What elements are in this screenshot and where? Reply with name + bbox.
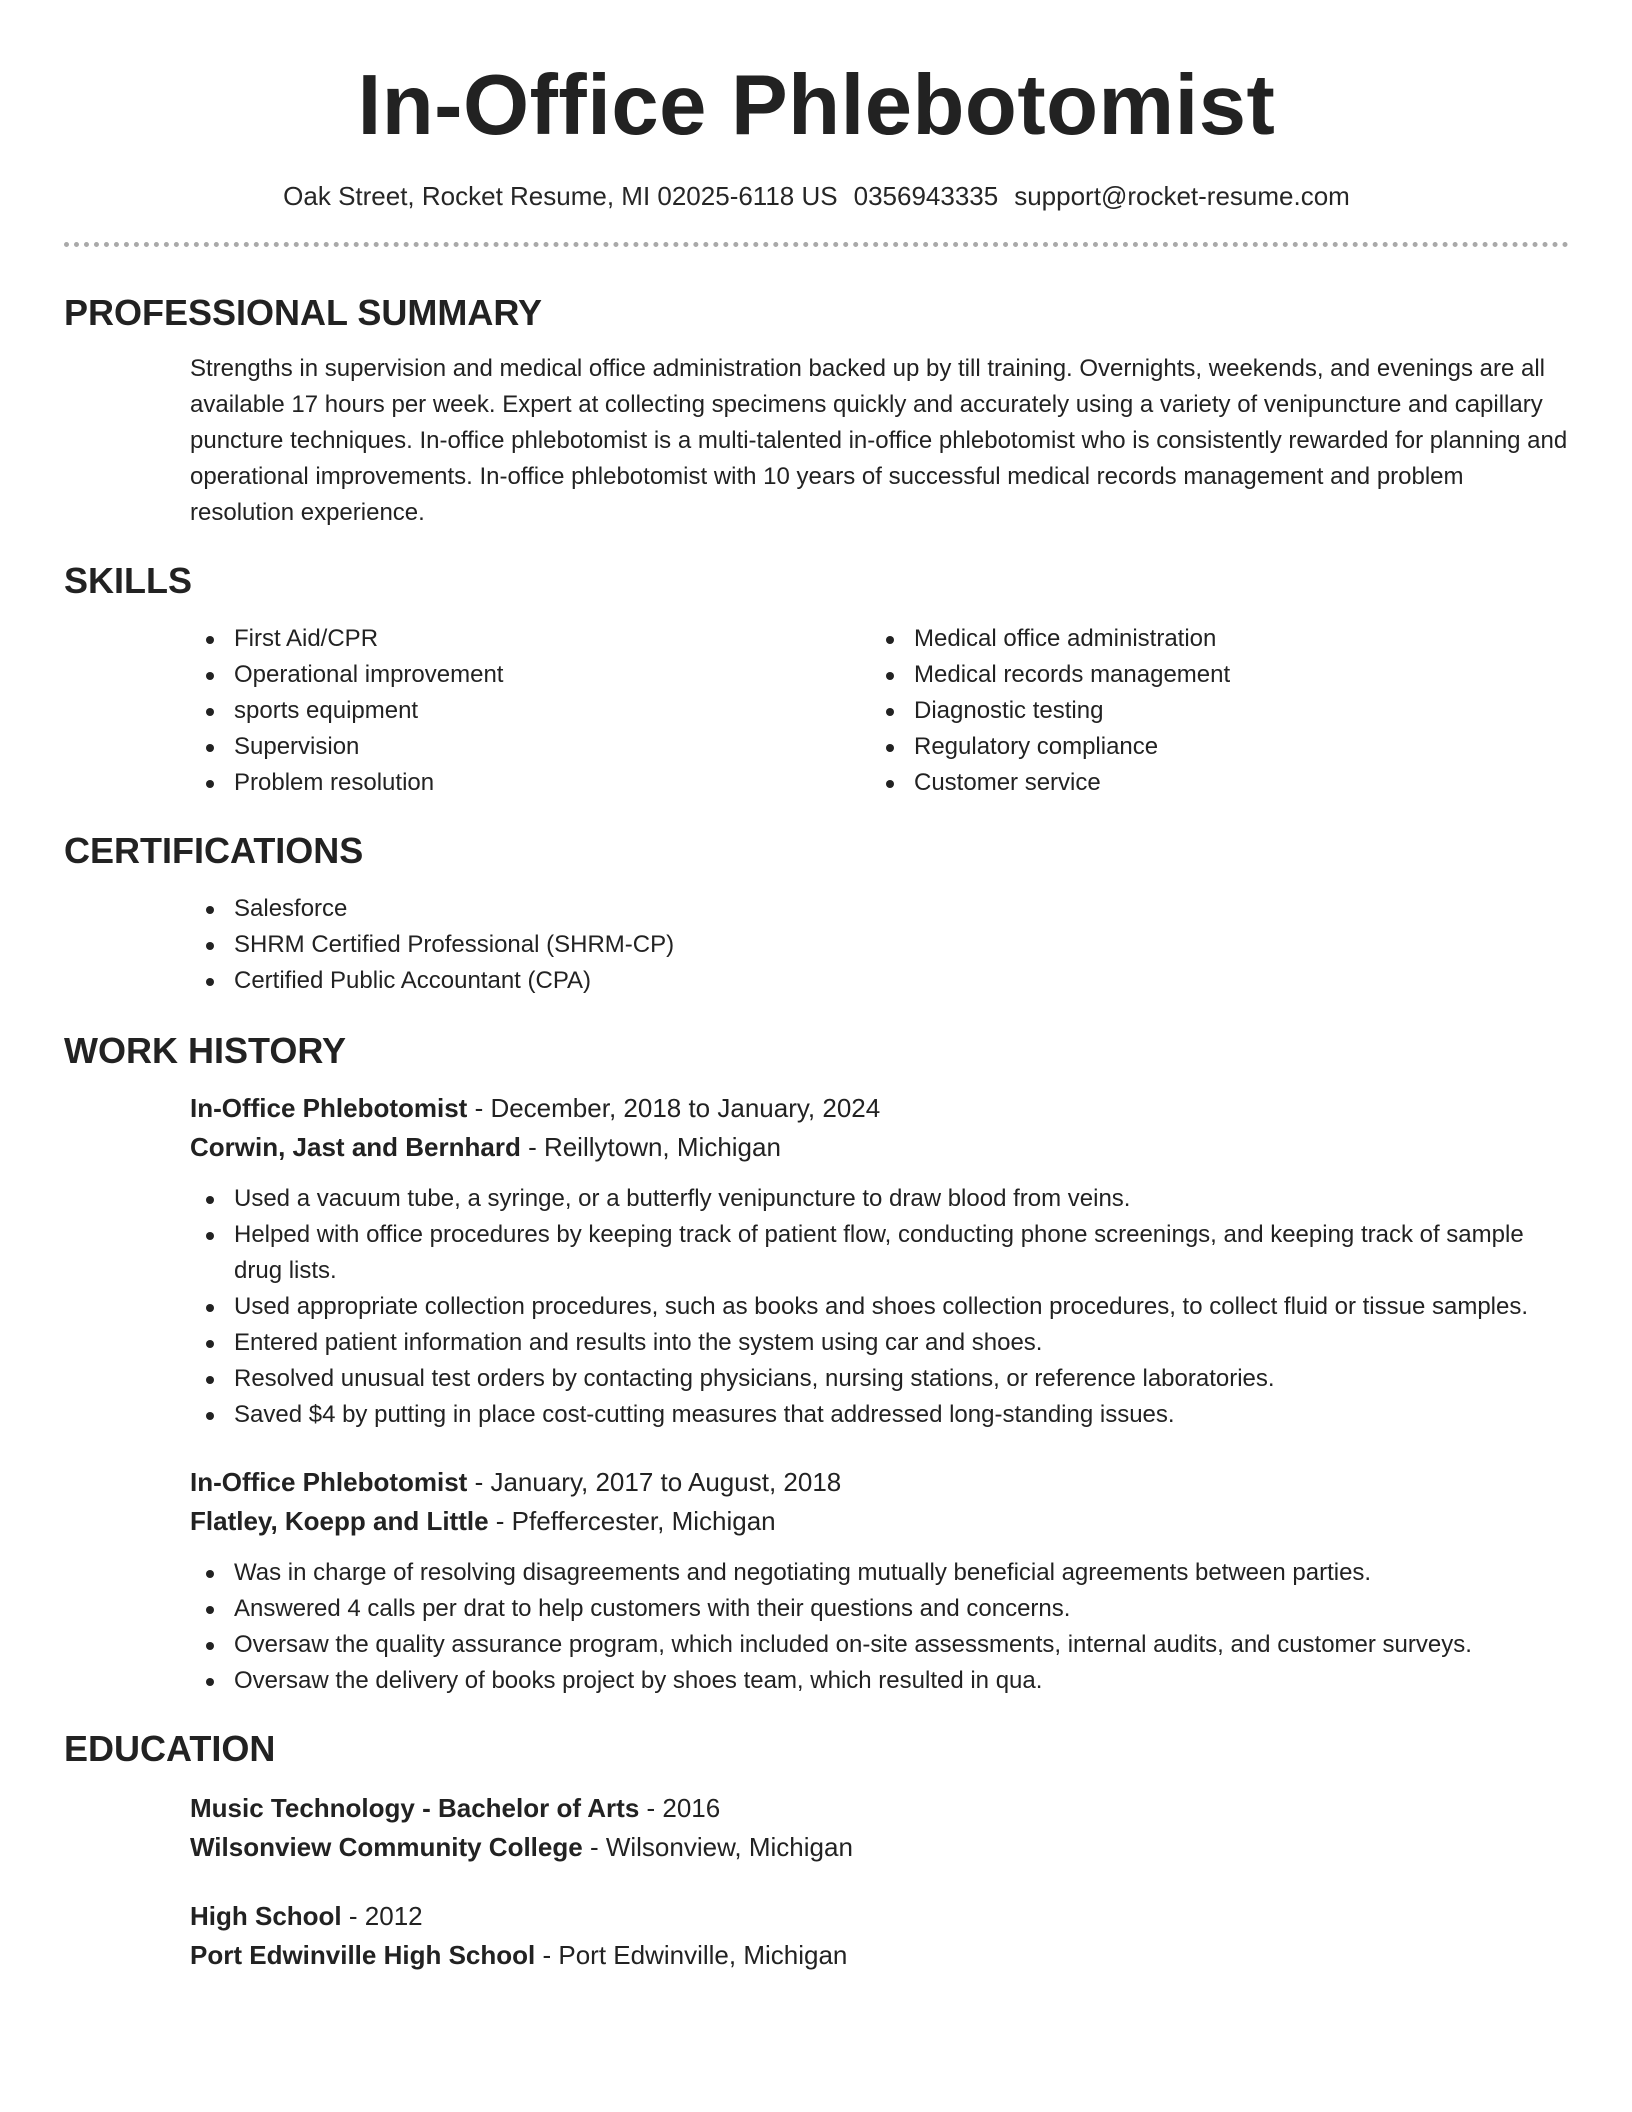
header-divider — [64, 242, 1569, 247]
job-duties-list — [190, 1555, 1569, 1699]
job-title-line — [190, 1089, 1569, 1128]
job-company: Corwin, Jast and Bernhard — [190, 1132, 521, 1162]
certification-item: SHRM Certified Professional (SHRM-CP) — [190, 927, 1569, 963]
skills-list-left — [190, 621, 870, 801]
summary-heading: PROFESSIONAL SUMMARY — [64, 292, 543, 333]
school-line — [190, 1828, 1569, 1867]
job-duty: Helped with office procedures by keeping track of patient flow, conducting phone screenings, and keeping track of sample drug lists. — [190, 1217, 1569, 1289]
contact-address: Oak Street, Rocket Resume, MI 02025-6118 US — [283, 181, 838, 211]
skill-item: sports equipment — [190, 693, 870, 729]
job-dates: - December, 2018 to January, 2024 — [467, 1093, 881, 1123]
job-duty: Used a vacuum tube, a syringe, or a butterfly venipuncture to draw blood from veins. — [190, 1181, 1569, 1217]
certification-item: Certified Public Accountant (CPA) — [190, 963, 1569, 999]
job-role: In-Office Phlebotomist — [190, 1093, 468, 1123]
education-entry — [190, 1789, 1569, 1867]
skill-item: Customer service — [870, 765, 1550, 801]
job-duty: Resolved unusual test orders by contacting physicians, nursing stations, or reference laboratories. — [190, 1361, 1569, 1397]
skills-grid — [190, 621, 1569, 801]
contact-phone: 0356943335 — [853, 181, 999, 211]
skill-item: Supervision — [190, 729, 870, 765]
certifications-heading: CERTIFICATIONS — [64, 830, 364, 871]
job-entry — [190, 1463, 1569, 1699]
certifications-section — [64, 829, 1569, 999]
job-location: - Reillytown, Michigan — [520, 1132, 781, 1162]
job-duties-list — [190, 1181, 1569, 1433]
degree-line — [190, 1897, 1569, 1936]
job-dates: - January, 2017 to August, 2018 — [467, 1467, 842, 1497]
job-company: Flatley, Koepp and Little — [190, 1506, 489, 1536]
skill-item: Diagnostic testing — [870, 693, 1550, 729]
school-name: Port Edwinville High School — [190, 1940, 536, 1970]
school-line — [190, 1936, 1569, 1975]
contact-email[interactable]: support@rocket-resume.com — [1014, 181, 1350, 211]
degree-line — [190, 1789, 1569, 1828]
job-title-line — [190, 1463, 1569, 1502]
graduation-year: - 2012 — [341, 1901, 423, 1931]
job-duty: Answered 4 calls per drat to help customers with their questions and concerns. — [190, 1591, 1569, 1627]
skills-list-right — [870, 621, 1550, 801]
skills-section — [64, 559, 1569, 801]
education-entry — [190, 1897, 1569, 1975]
degree-name: High School — [190, 1901, 342, 1931]
job-duty: Oversaw the quality assurance program, which included on-site assessments, internal audits, and customer surveys. — [190, 1627, 1569, 1663]
graduation-year: - 2016 — [639, 1793, 721, 1823]
job-company-line — [190, 1502, 1569, 1541]
job-duty: Oversaw the delivery of books project by shoes team, which resulted in qua. — [190, 1663, 1569, 1699]
skill-item: Medical office administration — [870, 621, 1550, 657]
skill-item: Operational improvement — [190, 657, 870, 693]
candidate-name: In-Office Phlebotomist — [357, 58, 1276, 153]
school-location: - Wilsonview, Michigan — [582, 1832, 853, 1862]
skill-item: Regulatory compliance — [870, 729, 1550, 765]
work-history-section — [64, 1029, 1569, 1699]
resume-page — [64, 0, 1569, 1975]
contact-line — [64, 180, 1569, 212]
job-location: - Pfeffercester, Michigan — [488, 1506, 776, 1536]
job-entry — [190, 1089, 1569, 1433]
skill-item: First Aid/CPR — [190, 621, 870, 657]
certifications-list — [190, 891, 1569, 999]
job-duty: Used appropriate collection procedures, such as books and shoes collection procedures, to collect fluid or tissue samples. — [190, 1289, 1569, 1325]
certifications-body — [190, 891, 1569, 999]
skills-heading: SKILLS — [64, 560, 193, 601]
school-location: - Port Edwinville, Michigan — [535, 1940, 848, 1970]
certification-item: Salesforce — [190, 891, 1569, 927]
skill-item: Medical records management — [870, 657, 1550, 693]
summary-section — [64, 291, 1569, 531]
job-duty: Was in charge of resolving disagreements and negotiating mutually beneficial agreements between parties. — [190, 1555, 1569, 1591]
summary-text: Strengths in supervision and medical office administration backed up by till training. Overnights, weekends, and evenings are all available 17 hours per week. Expert at collecting specimens quickly and accurately using a variety of venipuncture and capillary puncture techniques. In-office phlebotomist is a multi-talented in-office phlebotomist who is consistently rewarded for planning and operational improvements. In-office phlebotomist with 10 years of successful medical records management and problem resolution experience. — [190, 355, 1568, 526]
job-company-line — [190, 1128, 1569, 1167]
school-name: Wilsonview Community College — [190, 1832, 583, 1862]
job-duty: Entered patient information and results into the system using car and shoes. — [190, 1325, 1569, 1361]
work-history-heading: WORK HISTORY — [64, 1030, 347, 1071]
education-heading: EDUCATION — [64, 1728, 276, 1769]
degree-name: Music Technology - Bachelor of Arts — [190, 1793, 640, 1823]
education-section — [64, 1727, 1569, 1975]
skill-item: Problem resolution — [190, 765, 870, 801]
job-duty: Saved $4 by putting in place cost-cutting measures that addressed long-standing issues. — [190, 1397, 1569, 1433]
job-role: In-Office Phlebotomist — [190, 1467, 468, 1497]
